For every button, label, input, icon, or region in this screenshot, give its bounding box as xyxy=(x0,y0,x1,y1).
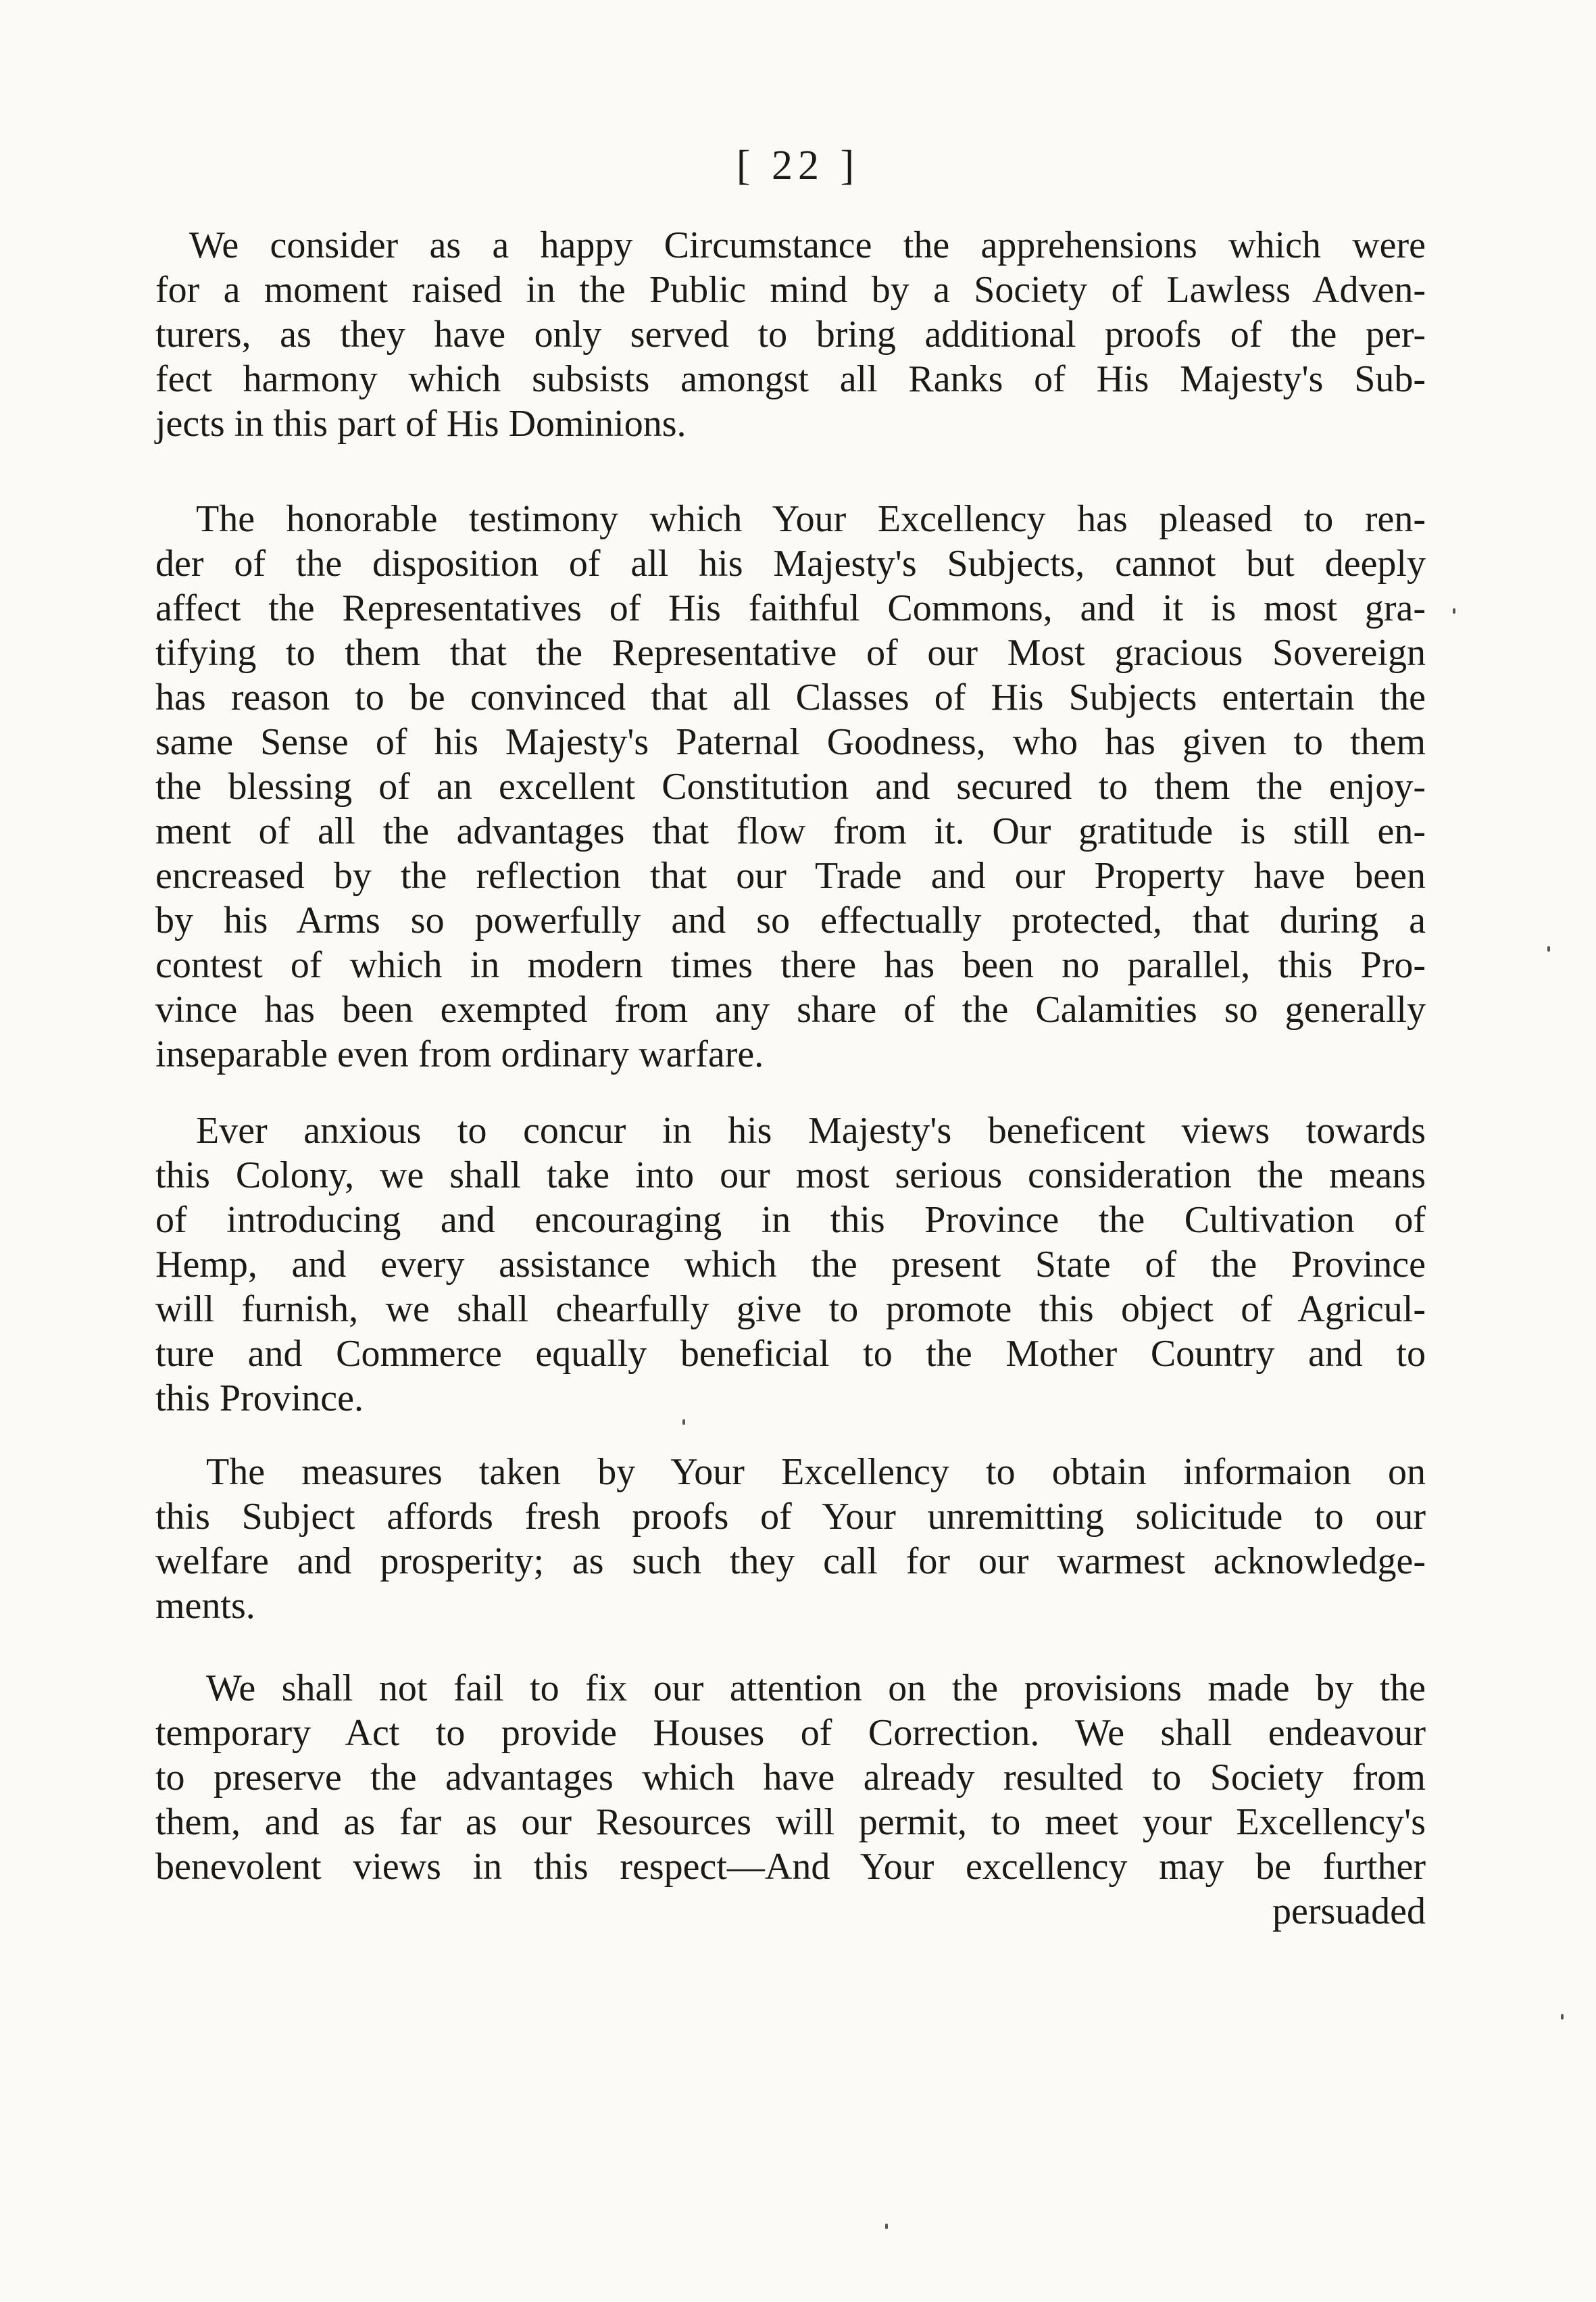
paragraph-line: We shall not fail to fix our attention on the provisions made by the xyxy=(206,1667,1426,1709)
paragraph-line: inseparable even from ordinary warfare. xyxy=(155,1033,764,1075)
paragraph-line: this Subject affords fresh proofs of Your unremitting solicitude to our xyxy=(155,1496,1426,1538)
paragraph-line: benevolent views in this respect—And Your excellency may be further xyxy=(155,1846,1426,1888)
paragraph-line: Ever anxious to concur in his Majesty's beneficent views towards xyxy=(196,1110,1426,1152)
paragraph-line: ments. xyxy=(155,1585,255,1627)
paragraph-line: fect harmony which subsists amongst all Ranks of His Majesty's Sub- xyxy=(155,358,1426,400)
paragraph-line: The measures taken by Your Excellency to obtain informaion on xyxy=(206,1451,1426,1493)
paragraph-line: will furnish, we shall chearfully give to promote this object of Agricul- xyxy=(155,1288,1426,1330)
paragraph-line: contest of which in modern times there has been no parallel, this Pro- xyxy=(155,944,1426,986)
paragraph-line: The honorable testimony which Your Excellency has pleased to ren- xyxy=(196,498,1426,540)
paragraph-line: to preserve the advantages which have already resulted to Society from xyxy=(155,1757,1426,1798)
paragraph-3 xyxy=(155,1108,1426,1421)
paragraph-line: for a moment raised in the Public mind by a Society of Lawless Adven- xyxy=(155,269,1426,311)
print-speck xyxy=(885,2224,888,2229)
print-speck xyxy=(1547,946,1550,952)
catchword: persuaded xyxy=(1272,1890,1426,1932)
paragraph-line: of introducing and encouraging in this Province the Cultivation of xyxy=(155,1199,1426,1241)
paragraph-line: jects in this part of His Dominions. xyxy=(155,403,687,445)
print-speck xyxy=(682,1419,685,1425)
paragraph-line: der of the disposition of all his Majesty's Subjects, cannot but deeply xyxy=(155,543,1426,585)
paragraph-line: temporary Act to provide Houses of Correction. We shall endeavour xyxy=(155,1712,1426,1754)
print-speck xyxy=(1561,2014,1564,2019)
paragraph-4 xyxy=(155,1450,1426,1628)
paragraph-5 xyxy=(155,1666,1426,1934)
paragraph-line: by his Arms so powerfully and so effectually protected, that during a xyxy=(155,900,1426,941)
paragraph-1 xyxy=(155,223,1426,446)
paragraph-line: this Province. xyxy=(155,1377,364,1419)
paragraph-line: the blessing of an excellent Constitution and secured to them the enjoy- xyxy=(155,766,1426,808)
paragraph-line: welfare and prosperity; as such they call for our warmest acknowledge- xyxy=(155,1540,1426,1582)
paragraph-line: We consider as a happy Circumstance the apprehensions which were xyxy=(189,224,1426,266)
paragraph-line: Hemp, and every assistance which the present State of the Province xyxy=(155,1244,1426,1285)
paragraph-line: vince has been exempted from any share of the Calamities so generally xyxy=(155,989,1426,1031)
page-number-header: [ 22 ] xyxy=(736,143,860,189)
paragraph-line: this Colony, we shall take into our most serious consideration the means xyxy=(155,1154,1426,1196)
paragraph-line: same Sense of his Majesty's Paternal Goodness, who has given to them xyxy=(155,721,1426,763)
paragraph-line: affect the Representatives of His faithful Commons, and it is most gra- xyxy=(155,587,1426,629)
paragraph-line: ture and Commerce equally beneficial to the Mother Country and to xyxy=(155,1333,1426,1375)
paragraph-line: has reason to be convinced that all Classes of His Subjects entertain the xyxy=(155,677,1426,718)
paragraph-line: turers, as they have only served to bring additional proofs of the per- xyxy=(155,314,1426,356)
paragraph-line: them, and as far as our Resources will permit, to meet your Excellency's xyxy=(155,1801,1426,1843)
paragraph-2 xyxy=(155,497,1426,1077)
paragraph-line: ment of all the advantages that flow from it. Our gratitude is still en- xyxy=(155,810,1426,852)
print-speck xyxy=(1453,608,1455,614)
paragraph-line: encreased by the reflection that our Trade and our Property have been xyxy=(155,855,1426,897)
paragraph-line: tifying to them that the Representative of our Most gracious Sovereign xyxy=(155,632,1426,674)
